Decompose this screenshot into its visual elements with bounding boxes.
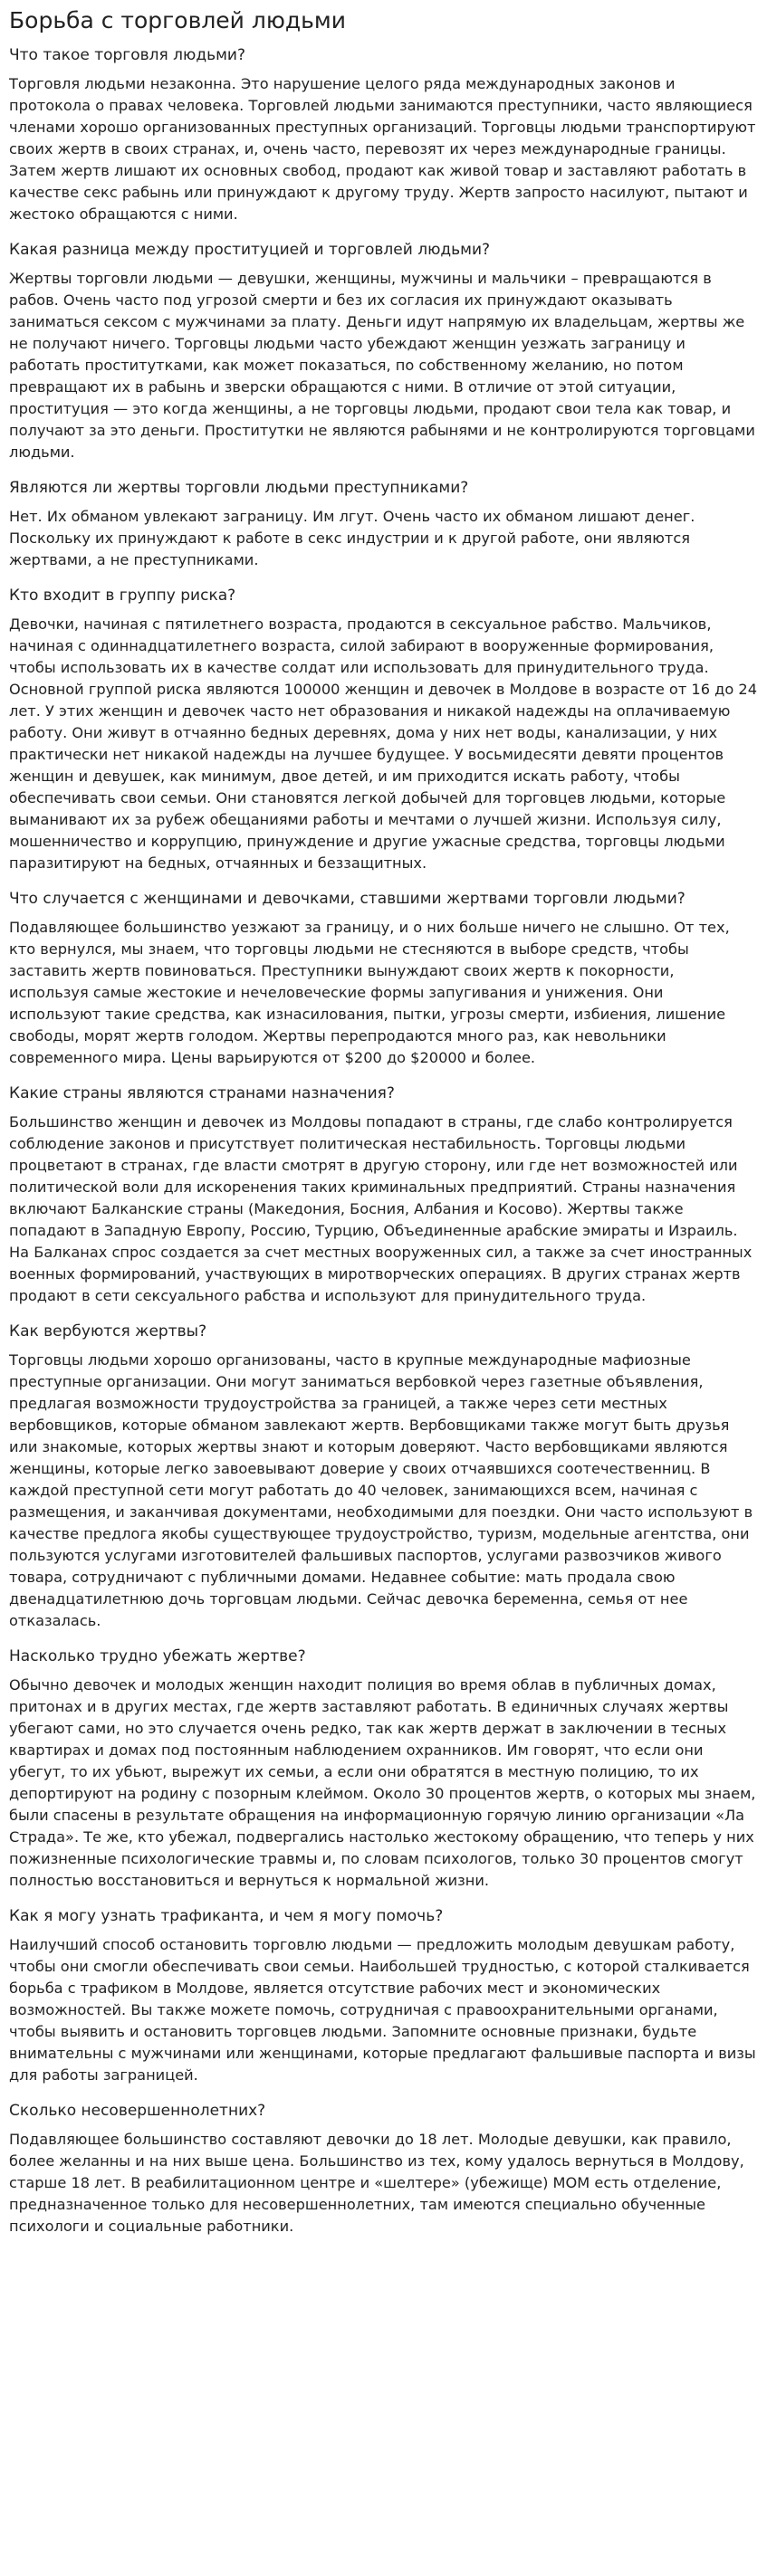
answer-paragraph: Нет. Их обманом увлекают заграницу. Им лгут. Очень часто их обманом лишают денег. Поскольку их принуждают к работе в секс индустрии и к другой работе, они являются жертвами, а не преступниками.	[9, 508, 695, 568]
faq-section	[9, 238, 758, 463]
faq-section	[9, 476, 758, 571]
faq-section	[9, 43, 758, 225]
question-heading: Насколько трудно убежать жертве?	[9, 1645, 758, 1669]
answer-paragraph: Торговля людьми незаконна. Это нарушение целого ряда международных законов и протокола о правах человека. Торговлей людьми занимаются преступники, часто являющиеся членами хорошо организованных преступных организаций. Торговцы людьми транспортируют своих жертв в своих странах, и, очень часто, перевозят их через международные границы. Затем жертв лишают их основных свобод, продают как живой товар и заставляют работать в качестве секс рабынь или принуждают к другому труду. Жертв запросто насилуют, пытают и жестоко обращаются с ними.	[9, 75, 756, 223]
answer-paragraph: Обычно девочек и молодых женщин находит полиция во время облав в публичных домах, притонах и в других местах, где жертв заставляют работать. В единичных случаях жертвы убегают сами, но это случается очень редко, так как жертв держат в заключении в тесных квартирах и домах под постоянным наблюдением охранников. Им говорят, что если они убегут, то их убьют, вырежут их семьи, а если они обратятся в местную полицию, то их депортируют на родину с позорным клеймом. Около 30 процентов жертв, о которых мы знаем, были спасены в результате обращения на информационную горячую линию организации «Ла Страда». Те же, кто убежал, подвергались настолько жестокому обращению, что теперь у них пожизненные психологические травмы и, по словам психологов, только 30 процентов смогут полностью восстановиться и вернуться к нормальной жизни.	[9, 1676, 756, 1889]
faq-section	[9, 887, 758, 1069]
answer-paragraph: Большинство женщин и девочек из Молдовы попадают в страны, где слабо контролируется соблюдение законов и присутствует политическая нестабильность. Торговцы людьми процветают в странах, где власти смотрят в другую сторону, или где нет возможностей или политической воли для искоренения таких криминальных предприятий. Страны назначения включают Балканские страны (Македония, Босния, Албания и Косово). Жертвы также попадают в Западную Европу, Россию, Турцию, Объединенные арабские эмираты и Израиль. На Балканах спрос создается за счет местных вооруженных сил, а также за счет иностранных военных формирований, участвующих в миротворческих операциях. В других странах жертв продают в сети сексуального рабства и используют для принудительного труда.	[9, 1113, 753, 1304]
answer-paragraph: Торговцы людьми хорошо организованы, часто в крупные международные мафиозные преступные организации. Они могут заниматься вербовкой через газетные объявления, предлагая возможности трудоустройства за границей, а также через сети местных вербовщиков, которые обманом завлекают жертв. Вербовщиками также могут быть друзья или знакомые, которых жертвы знают и которым доверяют. Часто вербовщиками являются женщины, которые легко завоевывают доверие у своих отчаявшихся соотечественниц. В каждой преступной сети могут работать до 40 человек, занимающихся всем, начиная с размещения, и заканчивая документами, необходимыми для поездки. Они часто используют в качестве предлога якобы существующее трудоустройство, туризм, модельные агентства, они пользуются услугами изготовителей фальшивых паспортов, услугами развозчиков живого товара, сотрудничают с публичными домами. Недавнее событие: мать продала свою двенадцатилетнюю дочь торговцам людьми. Сейчас девочка беременна, семья от нее отказалась.	[9, 1351, 753, 1629]
question-heading: Являются ли жертвы торговли людьми преступниками?	[9, 476, 758, 501]
faq-section	[9, 1082, 758, 1307]
answer-paragraph: Подавляющее большинство составляют девочки до 18 лет. Молодые девушки, как правило, более желанны и на них выше цена. Большинство из тех, кому удалось вернуться в Молдову, старше 18 лет. В реабилитационном центре и «шелтере» (убежище) МОМ есть отделение, предназначенное только для несовершеннолетних, там имеются специально обученные психологи и социальные работники.	[9, 2131, 744, 2235]
faq-section	[9, 1320, 758, 1632]
answer-paragraph: Девочки, начиная с пятилетнего возраста, продаются в сексуальное рабство. Мальчиков, начиная с одиннадцатилетнего возраста, силой забирают в вооруженные формирования, чтобы использовать их в качестве солдат или использовать для принудительного труда. Основной группой риска являются 100000 женщин и девочек в Молдове в возрасте от 16 до 24 лет. У этих женщин и девочек часто нет образования и никакой надежды на оплачиваемую работу. Они живут в отчаянно бедных деревнях, дома у них нет воды, канализации, у них практически нет никакой надежды на лучшее будущее. У восьмидесяти девяти процентов женщин и девушек, как минимум, двое детей, и им приходится искать работу, чтобы обеспечивать свои семьи. Они становятся легкой добычей для торговцев людьми, которые выманивают их за рубеж обещаниями работы и мечтами о лучшей жизни. Используя силу, мошенничество и коррупцию, принуждение и другие ужасные средства, торговцы людьми паразитируют на бедных, отчаянных и беззащитных.	[9, 615, 757, 872]
question-heading: Сколько несовершеннолетних?	[9, 2099, 758, 2123]
question-heading: Как вербуются жертвы?	[9, 1320, 758, 1344]
question-heading: Какая разница между проституцией и торговлей людьми?	[9, 238, 758, 262]
answer-paragraph: Подавляющее большинство уезжают за границу, и о них больше ничего не слышно. От тех, кто вернулся, мы знаем, что торговцы людьми не стесняются в выборе средств, чтобы заставить жертв повиноваться. Преступники вынуждают своих жертв к покорности, используя самые жестокие и нечеловеческие формы запугивания и унижения. Они используют такие средства, как изнасилования, пытки, угрозы смерти, избиения, лишение свободы, морят жертв голодом. Жертвы перепродаются много раз, как невольники современного мира. Цены варьируются от $200 до $20000 и более.	[9, 919, 730, 1066]
answer-paragraph: Наилучший способ остановить торговлю людьми — предложить молодым девушкам работу, чтобы они смогли обеспечивать свои семьи. Наибольшей трудностью, с которой сталкивается борьба с трафиком в Молдове, является отсутствие рабочих мест и экономических возможностей. Вы также можете помочь, сотрудничая с правоохранительными органами, чтобы выявить и остановить торговцев людьми. Запомните основные признаки, будьте внимательны с мужчинами или женщинами, которые предлагают фальшивые паспорта и визы для работы заграницей.	[9, 1936, 756, 2084]
question-heading: Какие страны являются странами назначения?	[9, 1082, 758, 1106]
faq-section	[9, 1645, 758, 1892]
question-heading: Что такое торговля людьми?	[9, 43, 758, 68]
faq-section	[9, 584, 758, 874]
answer-paragraph: Жертвы торговли людьми — девушки, женщины, мужчины и мальчики – превращаются в рабов. Очень часто под угрозой смерти и без их согласия их принуждают оказывать заниматься сексом с мужчинами за плату. Деньги идут напрямую их владельцам, жертвы же не получают ничего. Торговцы людьми часто убеждают женщин уезжать заграницу и работать проститутками, как может показаться, по собственному желанию, но потом превращают их в рабынь и зверски обращаются с ними. В отличие от этой ситуации, проституция — это когда женщины, а не торговцы людьми, продают свои тела как товар, и получают за это деньги. Проститутки не являются рабынями и не контролируются торговцами людьми.	[9, 270, 755, 461]
faq-section	[9, 2099, 758, 2237]
question-heading: Кто входит в группу риска?	[9, 584, 758, 608]
faq-section	[9, 1904, 758, 2086]
page-title: Борьба с торговлей людьми	[9, 7, 347, 33]
question-heading: Что случается с женщинами и девочками, ставшими жертвами торговли людьми?	[9, 887, 758, 911]
question-heading: Как я могу узнать трафиканта, и чем я могу помочь?	[9, 1904, 758, 1929]
